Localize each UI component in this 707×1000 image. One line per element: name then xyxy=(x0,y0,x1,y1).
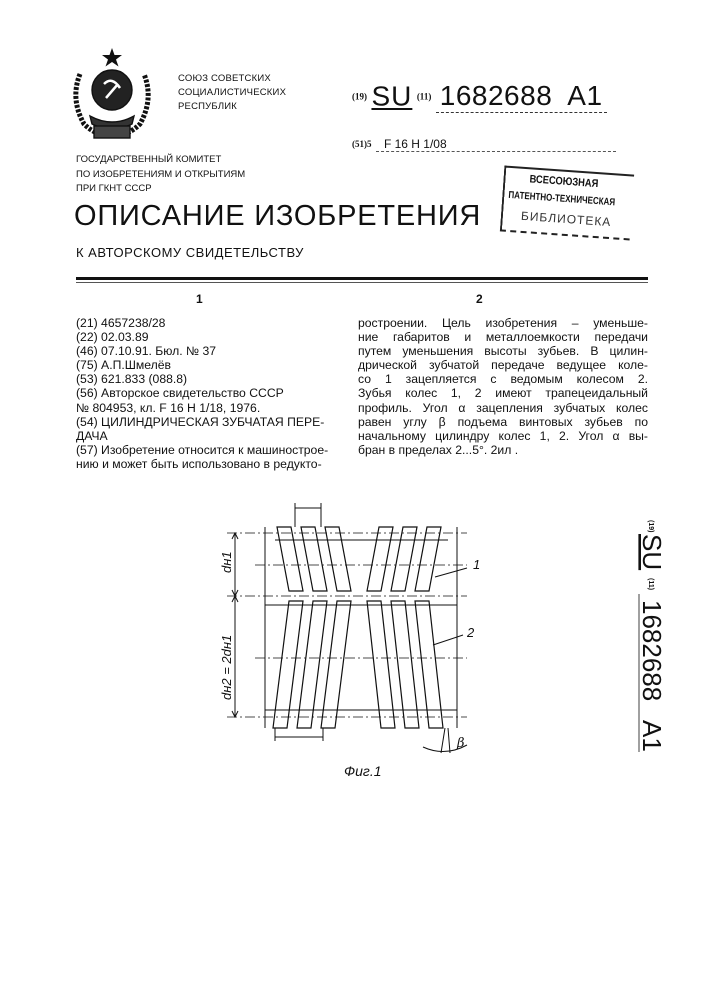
document-title: ОПИСАНИЕ ИЗОБРЕТЕНИЯ xyxy=(74,200,482,232)
patent-number: 1682688 xyxy=(439,80,553,111)
biblio-line: № 804953, кл. F 16 H 1/18, 1976. xyxy=(76,400,261,415)
library-stamp: ВСЕСОЮЗНАЯ ПАТЕНТНО-ТЕХНИЧЕСКАЯ БИБЛИОТЕКА xyxy=(500,166,634,241)
side-patent-number-text: 1682688 xyxy=(637,600,667,702)
biblio-line: (21) 4657238/28 xyxy=(76,316,166,330)
kind-code: A1 xyxy=(567,80,603,111)
biblio-line: нию и может быть использовано в редукто- xyxy=(76,456,322,471)
biblio-line: (54) ЦИЛИНДРИЧЕСКАЯ ЗУБЧАТАЯ ПЕРЕ- xyxy=(76,414,325,429)
abstract-line: ростроении. Цель изобретения – уменьше- xyxy=(358,316,648,330)
ipc-classification xyxy=(352,135,616,153)
side-code-11: (11) xyxy=(647,578,654,591)
divider-thick xyxy=(76,277,648,280)
column-number-2: 2 xyxy=(476,292,483,306)
biblio-line: ДАЧА xyxy=(76,428,108,443)
bibliographic-data xyxy=(76,316,344,471)
column-number-1: 1 xyxy=(196,292,203,306)
inid-code-51: (51)5 xyxy=(352,138,372,149)
label-dh1: dн1 xyxy=(219,551,234,573)
publication-number xyxy=(352,80,607,113)
side-patent-number xyxy=(617,520,677,790)
label-gear-1: 1 xyxy=(473,557,481,572)
committee-label: ГОСУДАРСТВЕННЫЙ КОМИТЕТ ПО ИЗОБРЕТЕНИЯМ И ОТКРЫТИЯМ ПРИ ГКНТ СССР xyxy=(76,154,246,194)
figure-caption: Фиг.1 xyxy=(344,763,382,779)
divider-thin xyxy=(76,282,648,283)
document-subtitle: К АВТОРСКОМУ СВИДЕТЕЛЬСТВУ xyxy=(76,245,304,260)
side-code-19: (19) xyxy=(647,520,654,533)
biblio-line: (75) А.П.Шмелёв xyxy=(76,358,172,373)
abstract-line: ние габаритов и металлоемкости передачи xyxy=(358,330,648,345)
side-country-code: SU xyxy=(637,534,667,571)
abstract-line: Зубья колес 1, 2 имеют трапецеидальный xyxy=(358,386,648,401)
biblio-line: (53) 621.833 (088.8) xyxy=(76,372,188,387)
country-code: SU xyxy=(371,80,413,112)
abstract-line: бран в пределах 2...5°. 2ил . xyxy=(358,442,519,457)
biblio-line: (46) 07.10.91. Бюл. № 37 xyxy=(76,344,217,359)
abstract-line: начальному цилиндру колес 1, 2. Угол α вы- xyxy=(358,428,648,443)
label-gear-2: 2 xyxy=(467,625,475,640)
biblio-line: (22) 02.03.89 xyxy=(76,330,149,345)
ussr-emblem-icon xyxy=(66,44,158,144)
biblio-line: (57) Изобретение относится к машинострое- xyxy=(76,442,329,457)
ipc-value: F 16 H 1/08 xyxy=(376,137,616,152)
abstract-line: дрической зубчатой передаче ведущее коле- xyxy=(358,358,648,373)
biblio-line: (56) Авторское свидетельство СССР xyxy=(76,386,284,401)
ussr-label: СОЮЗ СОВЕТСКИХ СОЦИАЛИСТИЧЕСКИХ РЕСПУБЛИК xyxy=(178,73,287,112)
patent-number-block xyxy=(436,80,607,113)
abstract-line: равен углу β подъема винтовых зубьев по xyxy=(358,414,648,429)
abstract-line: путем уменьшения высоты зубьев. В цилин- xyxy=(358,344,648,359)
side-kind-code: A1 xyxy=(637,720,667,752)
abstract-line: профиль. Угол α зацепления зубчатых колес xyxy=(358,400,648,415)
abstract-line: со 1 зацепляется с ведомым колесом 2. xyxy=(358,372,648,387)
label-beta: β xyxy=(457,736,465,751)
inid-code-11: (11) xyxy=(416,91,432,102)
label-dh2: dн2 = 2dн1 xyxy=(219,634,234,700)
gear-drawing xyxy=(205,495,505,785)
inid-code-19: (19) xyxy=(352,91,367,102)
abstract-column-2 xyxy=(358,316,648,457)
